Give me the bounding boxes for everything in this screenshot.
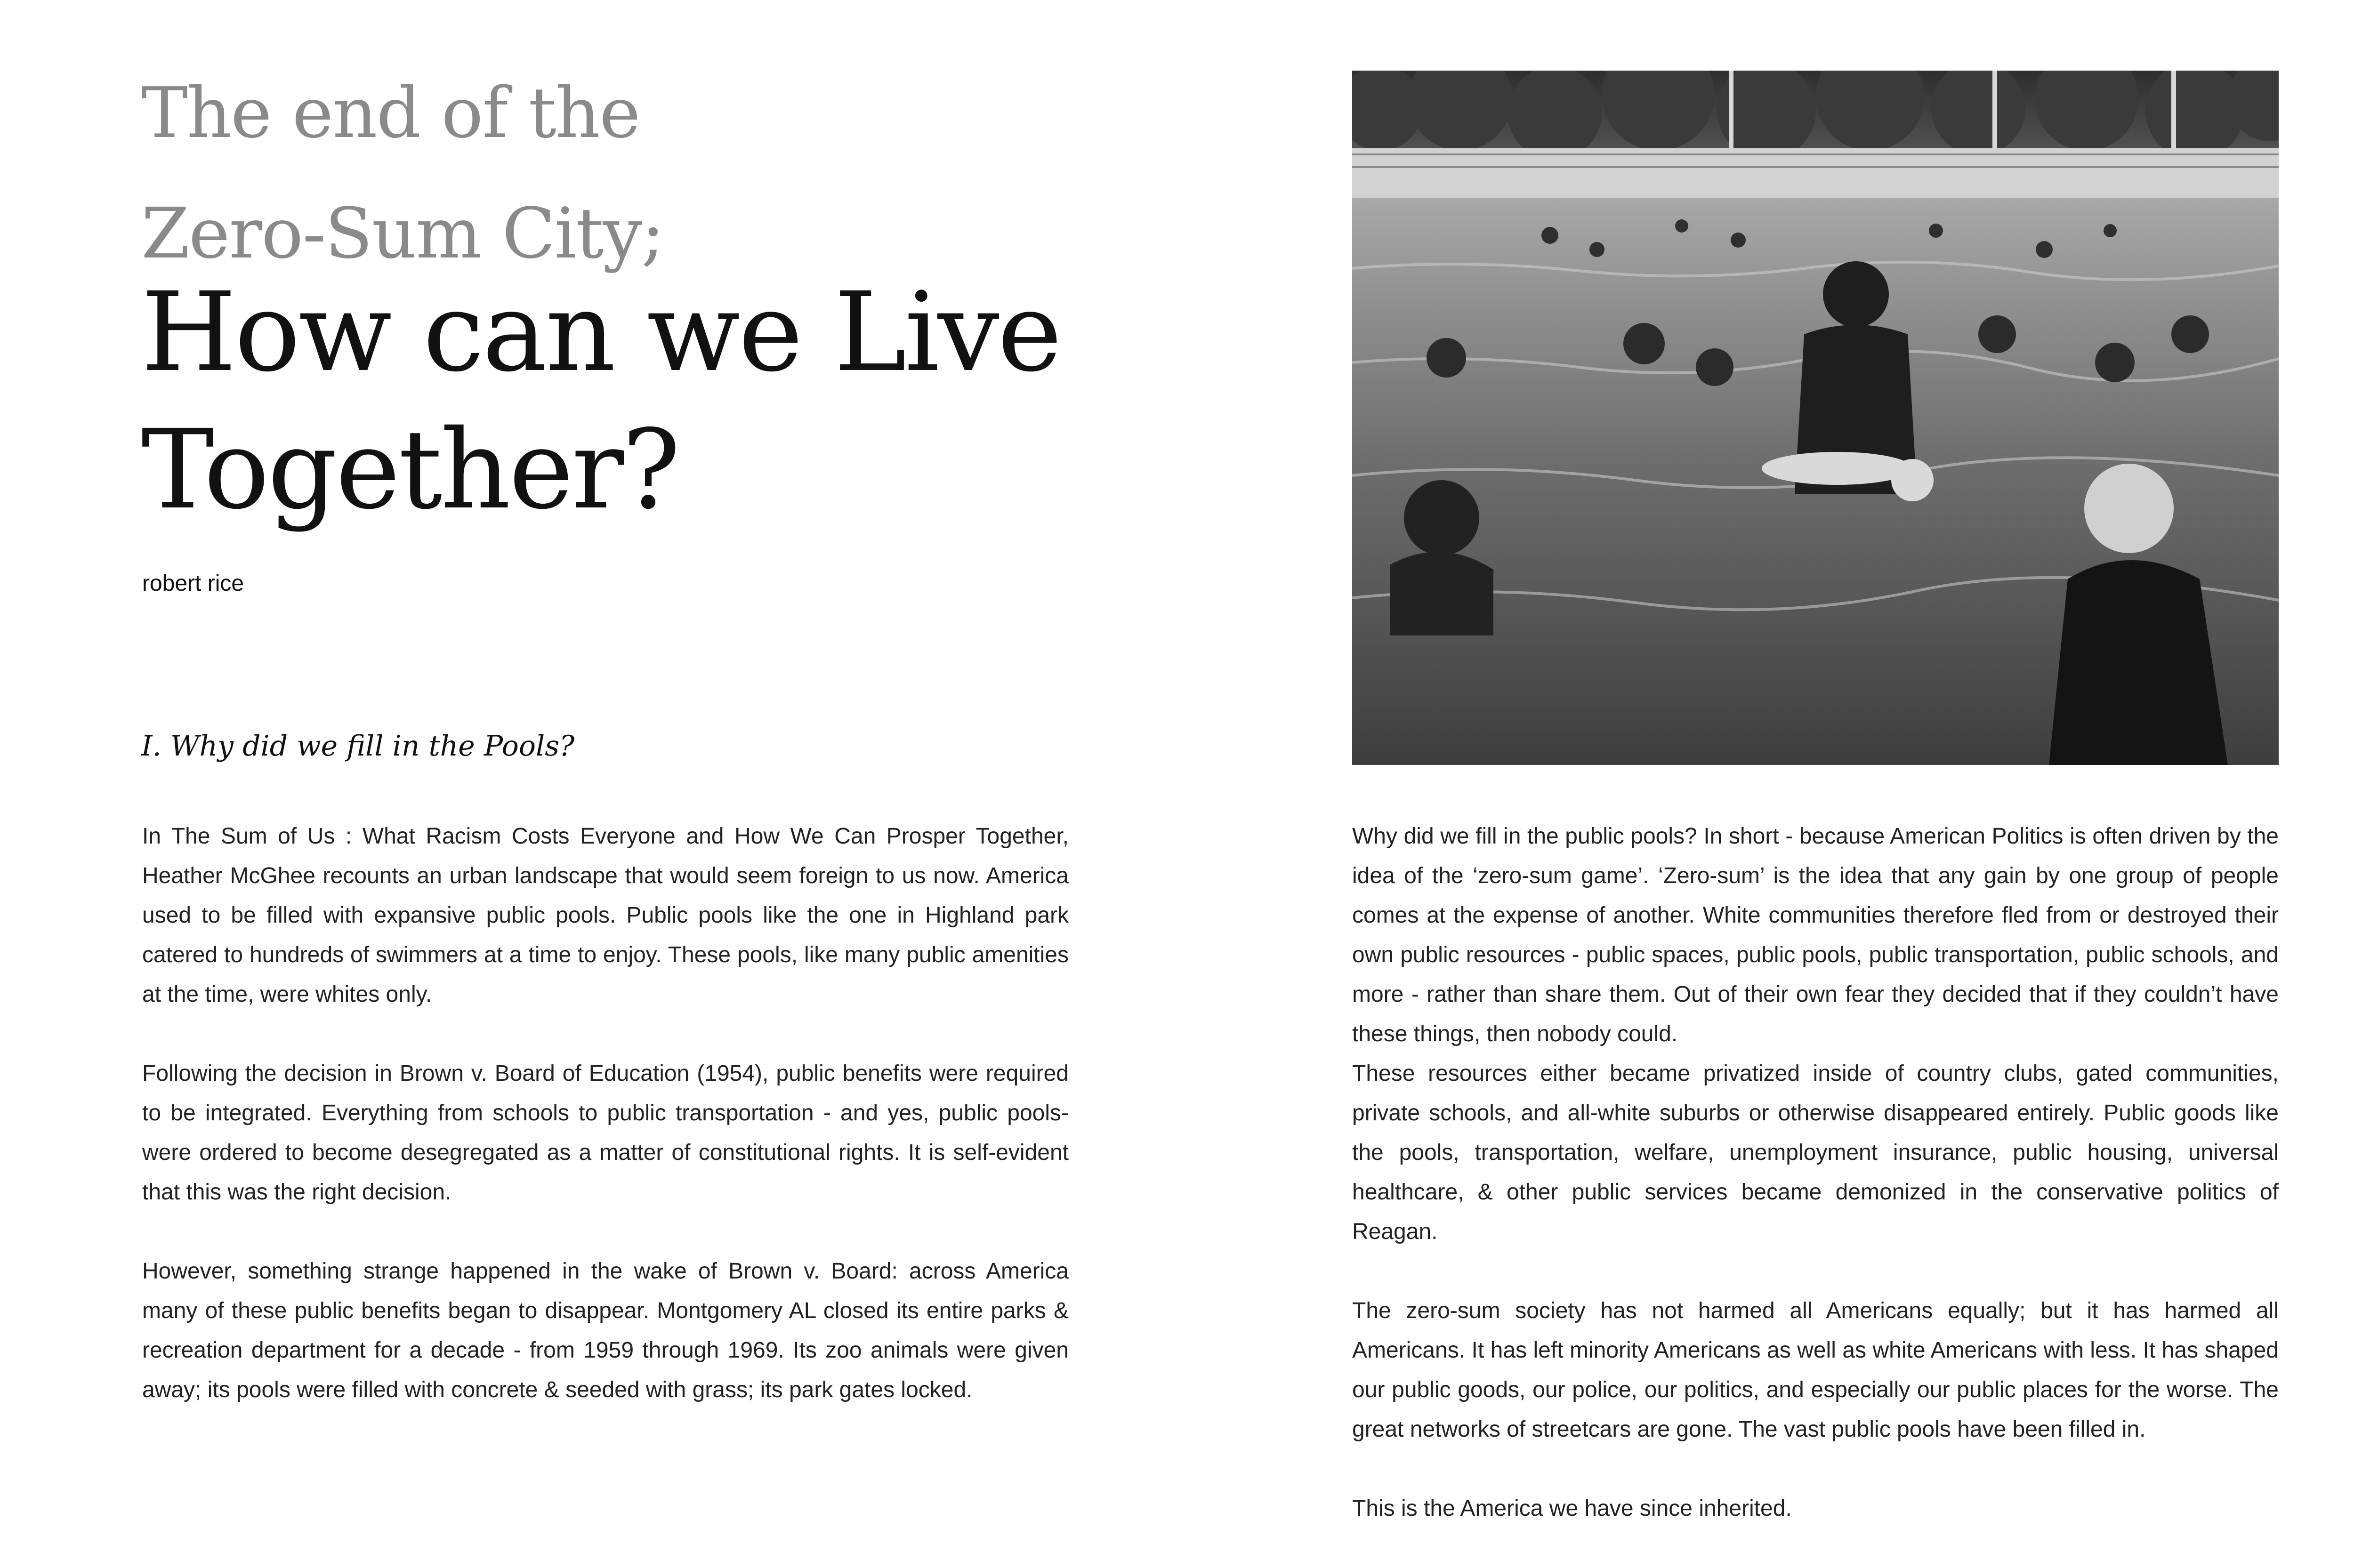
kicker-line-1: The end of the [141, 72, 640, 153]
title-line-1: How can we Live [141, 269, 1060, 396]
pool-photo [1352, 71, 2279, 765]
title-line-2: Together? [141, 406, 679, 533]
pool-photo-illustration [1352, 71, 2279, 765]
right-text-column [1352, 817, 2279, 1568]
kicker-line-2: Zero-Sum City; [141, 193, 664, 274]
left-text-column [142, 817, 1069, 1449]
section-heading: I. Why did we fill in the Pools? [141, 730, 575, 763]
left-paragraph-2: Following the decision in Brown v. Board of Education (1954), public benefits were required to be integrated. Everything from schools to public transportation - and yes, public pools- were ordered to become desegregated as a matter of constitutional rights. It is self-evident that this was the right decision. [142, 1061, 1069, 1205]
author-byline: robert rice [142, 571, 244, 596]
left-paragraph-3: However, something strange happened in the wake of Brown v. Board: across America many of these public benefits began to disappear. Montgomery AL closed its entire parks & recreation department for a decade - from 1959 through 1969. Its zoo animals were given away; its pools were filled with concrete & seeded with grass; its park gates locked. [142, 1259, 1069, 1402]
kicker-title [141, 53, 1036, 294]
right-paragraph-2: These resources either became privatized inside of country clubs, gated communities, private schools, and all-white suburbs or otherwise disappeared entirely. Public goods like the pools, transportation, welfare, unemployment insurance, public housing, universal healthcare, & other public services became demonized in the conservative politics of Reagan. [1352, 1061, 2279, 1244]
right-paragraph-1: Why did we fill in the public pools? In short - because American Politics is often driven by the idea of the ‘zero-sum game’. ‘Zero-sum’ is the idea that any gain by one group of people comes at the expense of another. White communities therefore fled from or destroyed their own public resources - public spaces, public pools, public transportation, public schools, and more - rather than share them. Out of their own fear they decided that if they couldn’t have these things, then nobody could. [1352, 824, 2279, 1046]
left-paragraph-1: In The Sum of Us : What Racism Costs Everyone and How We Can Prosper Together, Heather McGhee recounts an urban landscape that would seem foreign to us now. America used to be filled with expansive public pools. Public pools like the one in Highland park catered to hundreds of swimmers at a time to enjoy. These pools, like many public amenities at the time, were whites only. [142, 824, 1069, 1007]
right-paragraph-3: The zero-sum society has not harmed all Americans equally; but it has harmed all Americans. It has left minority Americans as well as white Americans with less. It has shaped our public goods, our police, our politics, and especially our public places for the worse. The great networks of streetcars are gone. The vast public pools have been filled in. [1352, 1298, 2279, 1442]
page-title [141, 264, 1177, 539]
right-paragraph-4: This is the America we have since inherited. [1352, 1496, 1792, 1521]
